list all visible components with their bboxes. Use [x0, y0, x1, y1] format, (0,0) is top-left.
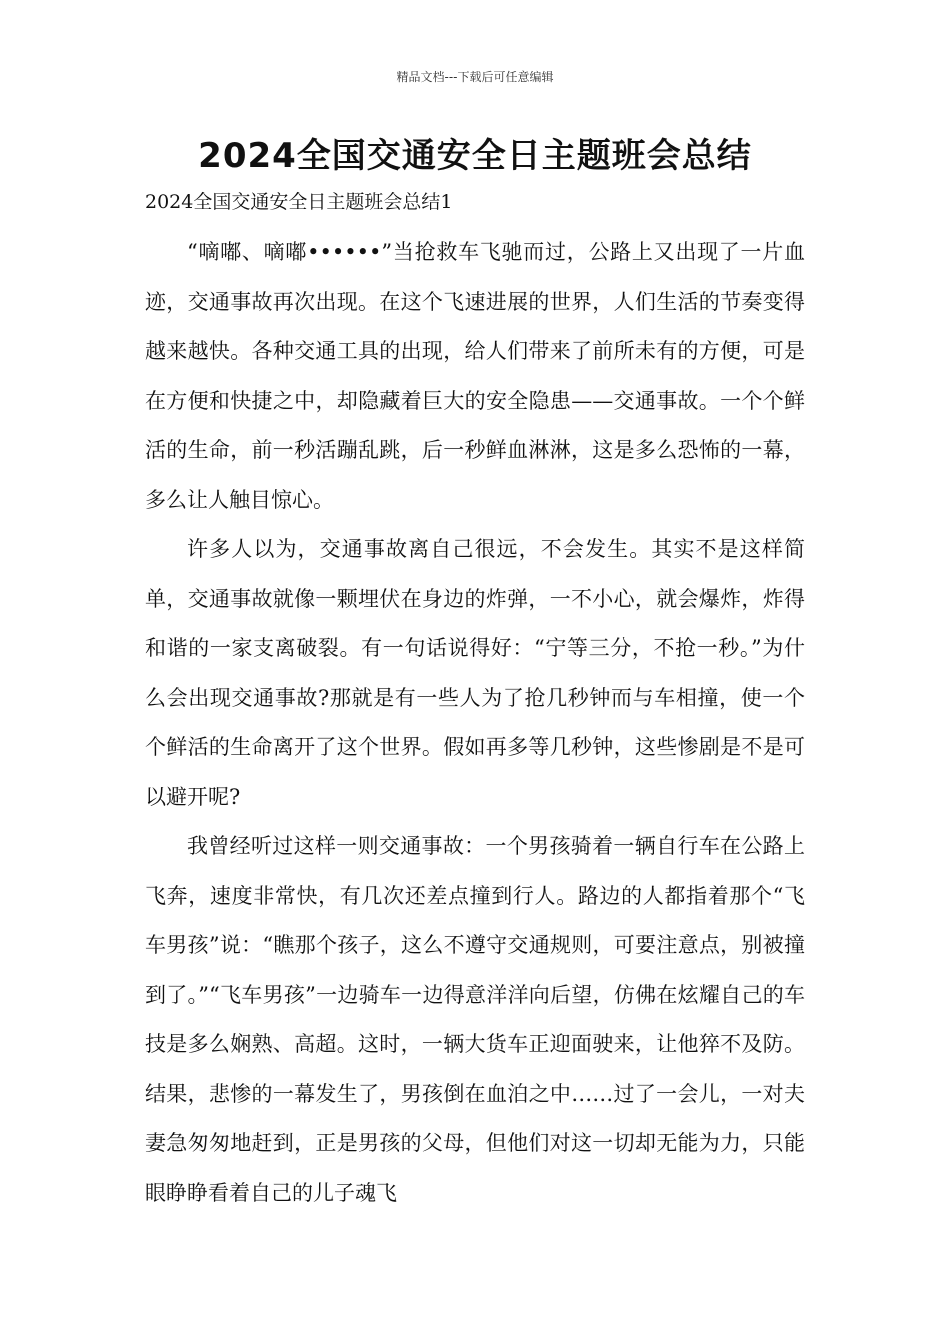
header-note: 精品文档---下载后可任意编辑: [396, 70, 554, 84]
paragraph-1: “嘀嘟、嘀嘟••••••”当抢救车飞驰而过，公路上又出现了一片血迹，交通事故再次出现。在这个飞速进展的世界，人们生活的节奏变得越来越快。各种交通工具的出现，给人们带来了前所未有的方便，可是在方便和快捷之中，却隐藏着巨大的安全隐患——交通事故。一个个鲜活的生命，前一秒活蹦乱跳，后一秒鲜血淋淋，这是多么恐怖的一幕，多么让人触目惊心。: [145, 240, 805, 512]
document-body: [145, 228, 805, 1228]
section-heading: 2024全国交通安全日主题班会总结1: [145, 191, 453, 213]
paragraph-2: 许多人以为，交通事故离自己很远，不会发生。其实不是这样简单，交通事故就像一颗埋伏在身边的炸弹，一不小心，就会爆炸，炸得和谐的一家支离破裂。有一句话说得好：“宁等三分，不抢一秒。”为什么会出现交通事故?那就是有一些人为了抢几秒钟而与车相撞，使一个个鲜活的生命离开了这个世界。假如再多等几秒钟，这些惨剧是不是可以避开呢?: [145, 537, 805, 809]
document-title: 2024全国交通安全日主题班会总结: [198, 136, 752, 176]
paragraph-3: 我曾经听过这样一则交通事故：一个男孩骑着一辆自行车在公路上飞奔，速度非常快，有几次还差点撞到行人。路边的人都指着那个“飞车男孩”说：“瞧那个孩子，这么不遵守交通规则，可要注意点，别被撞到了。”“飞车男孩”一边骑车一边得意洋洋向后望，仿佛在炫耀自己的车技是多么娴熟、高超。这时，一辆大货车正迎面驶来，让他猝不及防。结果，悲惨的一幕发生了，男孩倒在血泊之中……过了一会儿，一对夫妻急匆匆地赶到，正是男孩的父母，但他们对这一切却无能为力，只能眼睁睁看着自己的儿子魂飞: [145, 834, 805, 1205]
